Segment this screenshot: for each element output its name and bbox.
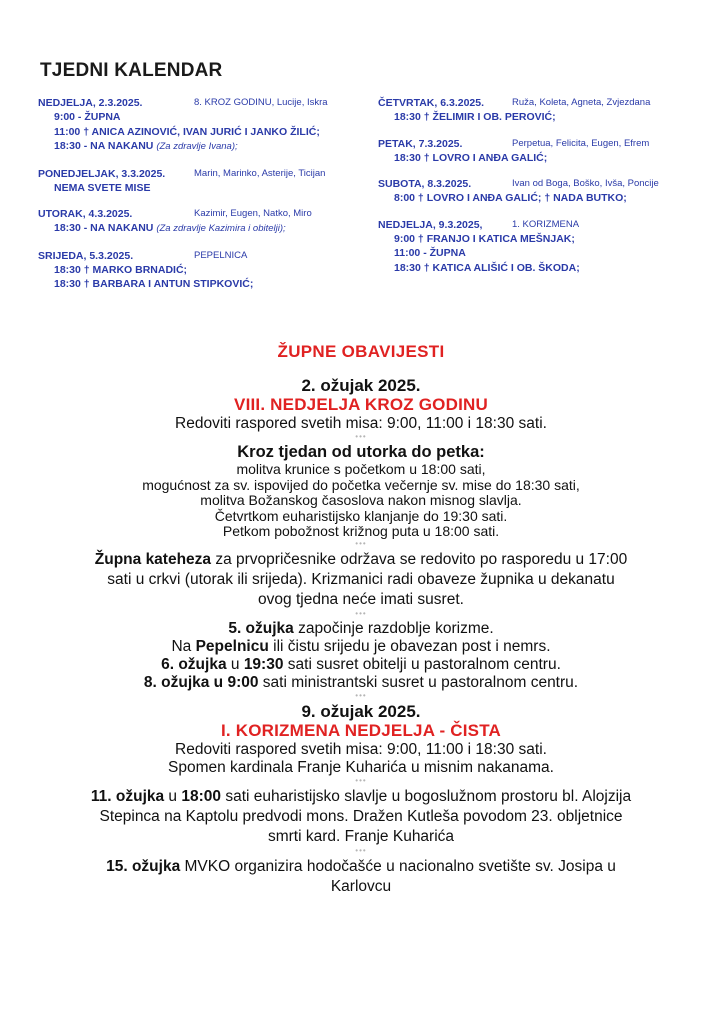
day-header bbox=[38, 96, 358, 110]
day-date: PONEDJELJAK, 3.3.2025. bbox=[38, 167, 166, 180]
day-header bbox=[378, 137, 698, 151]
day-date: NEDJELJA, 2.3.2025. bbox=[38, 97, 143, 109]
event-15-march bbox=[0, 857, 722, 897]
weekdays-heading: Kroz tjedan od utorka do petka: bbox=[237, 443, 485, 461]
mass-entry bbox=[378, 246, 698, 261]
mass-note: (Za zdravlje Ivana); bbox=[156, 141, 238, 152]
ash-wednesday: Pepelnicu bbox=[195, 637, 269, 655]
mass-text: 18:30 † KATICA ALIŠIĆ I OB. ŠKODA; bbox=[394, 261, 580, 274]
mass-text: 18:30 † LOVRO I ANĐA GALIĆ; bbox=[394, 151, 548, 164]
mass-text: 9:00 † FRANJO I KATICA MEŠNJAK; bbox=[394, 232, 575, 245]
day-date: UTORAK, 4.3.2025. bbox=[38, 208, 133, 220]
day-saints: Perpetua, Felicita, Eugen, Efrem bbox=[512, 137, 650, 149]
calendar-day bbox=[38, 167, 358, 196]
lent-text: započinje razdoblje korizme. bbox=[293, 619, 494, 637]
day-saints: Ruža, Koleta, Agneta, Zvjezdana bbox=[512, 97, 651, 108]
mass-note: (Za zdravlje Kazimira i obitelji); bbox=[156, 223, 286, 234]
lent-line bbox=[0, 656, 722, 674]
day-header bbox=[378, 218, 698, 232]
catechesis-bold: Župna kateheza bbox=[94, 550, 212, 568]
mass-text: 8:00 † LOVRO I ANĐA GALIĆ; † NADA BUTKO; bbox=[394, 192, 627, 204]
mass-entry bbox=[38, 221, 358, 237]
lent-text: ili čistu srijedu je obavezan post i nemrs. bbox=[268, 637, 551, 655]
lent-date: 6. ožujka bbox=[161, 655, 227, 673]
day-date: PETAK, 7.3.2025. bbox=[378, 137, 463, 150]
weekdays-line: Četvrtkom euharistijsko klanjanje do 19:30 sati. bbox=[214, 507, 508, 524]
mass-entry bbox=[38, 181, 358, 196]
day-saints: Ivan od Boga, Boško, Ivša, Poncije bbox=[512, 178, 659, 189]
mass-entry bbox=[378, 191, 698, 206]
separator: ••• bbox=[355, 608, 367, 618]
calendar-day bbox=[378, 177, 698, 206]
day-header bbox=[378, 177, 698, 191]
day-header bbox=[38, 249, 358, 263]
lent-text: sati ministrantski susret u pastoralnom centru. bbox=[258, 673, 579, 691]
day-date: SUBOTA, 8.3.2025. bbox=[378, 178, 472, 190]
catechesis-text: za prvopričesnike održava se redovito po rasporedu u 17:00 sati u crkvi (utorak ili srijeda). Krizmanici radi obaveze župnika u dekanatu ovog tjedna neće imati susret. bbox=[107, 550, 628, 608]
day-saints: 1. KORIZMENA bbox=[512, 218, 580, 230]
day-date: ČETVRTAK, 6.3.2025. bbox=[378, 97, 485, 109]
calendar-day bbox=[378, 96, 698, 125]
lent-line bbox=[0, 674, 722, 692]
weekdays-line: molitva krunice s početkom u 18:00 sati, bbox=[236, 461, 486, 477]
day-header bbox=[38, 167, 358, 181]
event-date: 15. ožujka bbox=[106, 857, 181, 875]
lent-line bbox=[0, 620, 722, 638]
notices-title: ŽUPNE OBAVIJESTI bbox=[277, 342, 445, 361]
mass-entry bbox=[38, 110, 358, 125]
lent-date: 5. ožujka bbox=[228, 619, 294, 637]
lent-time: 19:30 bbox=[243, 655, 284, 673]
mass-text: 11:00 - ŽUPNA bbox=[394, 247, 466, 259]
day-header bbox=[38, 207, 358, 221]
weekdays-line: mogućnost za sv. ispovijed do početka večernje sv. mise do 18:30 sati, bbox=[142, 476, 580, 493]
mass-text: 18:30 - NA NAKANU bbox=[54, 222, 154, 234]
catechesis-notice bbox=[0, 550, 722, 610]
mass-entry bbox=[378, 151, 698, 166]
sunday2-name: I. KORIZMENA NEDJELJA - ČISTA bbox=[220, 720, 502, 740]
mass-text: 18:30 † ŽELIMIR I OB. PEROVIĆ; bbox=[394, 111, 556, 123]
event-11-march bbox=[0, 787, 722, 847]
day-saints: 8. KROZ GODINU, Lucije, Iskra bbox=[194, 97, 328, 108]
lent-text: u bbox=[226, 655, 244, 673]
weekdays-line: Petkom pobožnost križnog puta u 18:00 sati. bbox=[222, 523, 500, 539]
parish-notices bbox=[0, 342, 722, 897]
separator: ••• bbox=[355, 775, 367, 785]
calendar-day bbox=[378, 218, 698, 276]
mass-entry bbox=[38, 263, 358, 278]
separator: ••• bbox=[355, 432, 367, 441]
mass-text: 11:00 † ANICA AZINOVIĆ, IVAN JURIĆ I JANKO ŽILIĆ; bbox=[54, 125, 320, 138]
sunday1-date: 2. ožujak 2025. bbox=[301, 376, 421, 395]
mass-entry bbox=[378, 261, 698, 276]
calendar-day bbox=[38, 96, 358, 155]
calendar-day bbox=[38, 249, 358, 292]
day-date: SRIJEDA, 5.3.2025. bbox=[38, 249, 134, 262]
event-text: u bbox=[164, 787, 182, 805]
day-saints: Kazimir, Eugen, Natko, Miro bbox=[194, 208, 312, 219]
sunday2-date: 9. ožujak 2025. bbox=[301, 701, 421, 721]
day-saints: PEPELNICA bbox=[194, 249, 248, 261]
event-time: 18:00 bbox=[181, 787, 222, 805]
lent-text: sati susret obitelji u pastoralnom centru. bbox=[283, 655, 561, 673]
sunday1-name: VIII. NEDJELJA KROZ GODINU bbox=[234, 395, 488, 414]
weekdays-line: molitva Božanskog časoslova nakon misnog slavlja. bbox=[200, 492, 522, 508]
mass-text: NEMA SVETE MISE bbox=[54, 181, 151, 194]
calendar-column-right bbox=[378, 96, 698, 287]
calendar-column-left bbox=[38, 96, 358, 304]
mass-text: 18:30 - NA NAKANU bbox=[54, 140, 154, 152]
separator: ••• bbox=[355, 690, 367, 700]
day-date: NEDJELJA, 9.3.2025, bbox=[378, 218, 483, 231]
mass-entry bbox=[38, 125, 358, 140]
calendar-day bbox=[378, 137, 698, 166]
sunday2-note: Spomen kardinala Franje Kuharića u misnim nakanama. bbox=[168, 758, 554, 776]
day-saints: Marin, Marinko, Asterije, Ticijan bbox=[194, 167, 326, 179]
lent-text: Na bbox=[171, 637, 196, 655]
calendar-day bbox=[38, 207, 358, 237]
mass-entry bbox=[378, 232, 698, 247]
lent-date: 8. ožujka u 9:00 bbox=[143, 673, 259, 691]
mass-entry bbox=[378, 110, 698, 125]
day-header bbox=[378, 96, 698, 110]
separator: ••• bbox=[355, 538, 367, 548]
sunday2-schedule: Redoviti raspored svetih misa: 9:00, 11:00 i 18:30 sati. bbox=[175, 740, 547, 758]
event-text: sati euharistijsko slavlje u bogoslužnom prostoru bl. Alojzija Stepinca na Kaptolu predvodi mons. Dražen Kutleša povodom 23. obljetnice smrti kard. Franje Kuharića bbox=[99, 787, 632, 845]
calendar-title: TJEDNI KALENDAR bbox=[40, 60, 223, 81]
mass-entry bbox=[38, 139, 358, 155]
event-text: MVKO organizira hodočašće u nacionalno svetište sv. Josipa u Karlovcu bbox=[180, 857, 616, 895]
sunday1-schedule: Redoviti raspored svetih misa: 9:00, 11:00 i 18:30 sati. bbox=[175, 415, 547, 432]
event-date: 11. ožujka bbox=[90, 787, 165, 805]
mass-text: 9:00 - ŽUPNA bbox=[54, 111, 121, 123]
mass-text: 18:30 † BARBARA I ANTUN STIPKOVIĆ; bbox=[54, 278, 254, 290]
lent-line bbox=[0, 638, 722, 656]
separator: ••• bbox=[355, 845, 367, 855]
mass-text: 18:30 † MARKO BRNADIĆ; bbox=[54, 263, 188, 276]
mass-entry bbox=[38, 277, 358, 292]
